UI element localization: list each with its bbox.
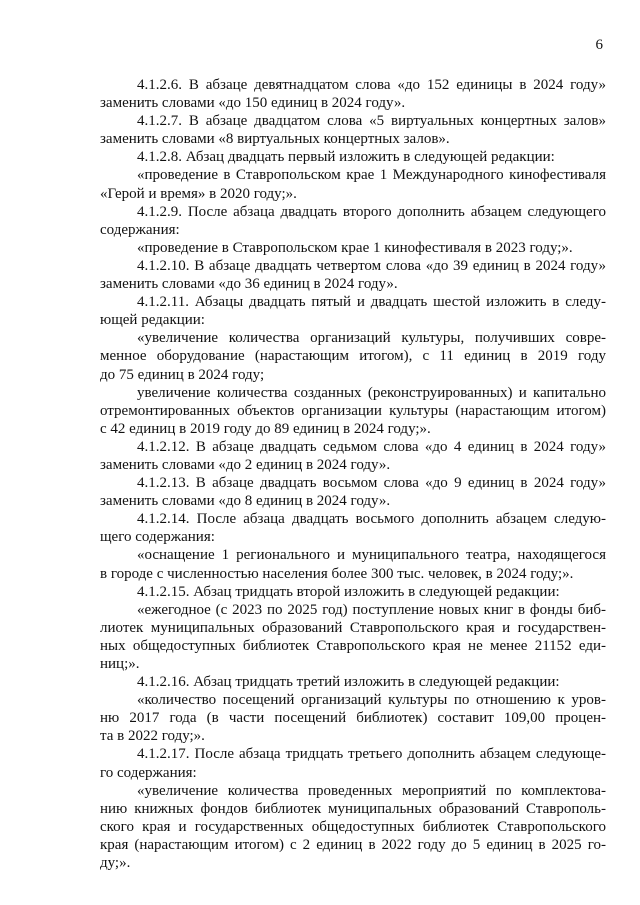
text-line: ющей редакции: — [100, 312, 205, 329]
text-line: «проведение в Ставропольском крае 1 кинофестиваля в 2023 году;». — [137, 239, 573, 256]
text-line: отремонтированных объектов организации культуры (нарастающим итогом) — [100, 402, 606, 419]
text-line: ню 2017 года (в части посещений библиотек) составит 109,00 процен- — [100, 710, 606, 727]
text-line: ду;». — [100, 855, 131, 872]
text-line: «количество посещений организаций культуры по отношению к уров- — [137, 692, 606, 709]
text-line: увеличение количества созданных (реконструированных) и капитально — [137, 384, 606, 401]
text-line: 4.1.2.13. В абзаце двадцать восьмом слова «до 9 единиц в 2024 году» — [137, 475, 606, 492]
text-line: 4.1.2.11. Абзацы двадцать пятый и двадцать шестой изложить в следу- — [137, 294, 606, 311]
text-line: 4.1.2.6. В абзаце девятнадцатом слова «до 152 единицы в 2024 году» — [137, 77, 606, 93]
text-line: заменить словами «до 150 единиц в 2024 году». — [100, 95, 406, 112]
text-line: «увеличение количества проведенных мероприятий по комплектова- — [137, 782, 606, 799]
text-line: ниц;». — [100, 656, 140, 672]
text-line: 4.1.2.16. Абзац тридцать третий изложить в следующей редакции: — [137, 674, 560, 691]
text-line: в городе с численностью населения более 300 тыс. человек, в 2024 году;». — [100, 565, 574, 582]
text-line: 4.1.2.9. После абзаца двадцать второго дополнить абзацем следующего — [137, 203, 606, 220]
text-line: ского края и государственных общедоступных библиотек Ставропольского — [100, 818, 606, 835]
text-line: 4.1.2.15. Абзац тридцать второй изложить в следующей редакции: — [137, 583, 560, 600]
text-line: заменить словами «до 36 единиц в 2024 году». — [100, 276, 398, 293]
text-line: края (нарастающим итогом) с 2 единиц в 2022 году до 5 единиц в 2025 го- — [100, 836, 606, 853]
document-body — [100, 76, 606, 872]
text-line: щего содержания: — [100, 529, 215, 546]
text-line: до 75 единиц в 2024 году; — [100, 366, 265, 383]
text-line: с 42 единиц в 2019 году до 89 единиц в 2024 году;». — [100, 420, 431, 437]
text-line: «ежегодное (с 2023 по 2025 год) поступление новых книг в фонды биб- — [137, 601, 606, 618]
text-line: «проведение в Ставропольском крае 1 Международного кинофестиваля — [137, 167, 606, 184]
text-line: ных общедоступных библиотек Ставропольского края не менее 21152 еди- — [100, 637, 606, 654]
text-line: 4.1.2.8. Абзац двадцать первый изложить в следующей редакции: — [137, 149, 555, 166]
page-number: 6 — [595, 37, 603, 53]
text-line: содержания: — [100, 221, 180, 238]
text-line: 4.1.2.10. В абзаце двадцать четвертом слова «до 39 единиц в 2024 году» — [137, 257, 606, 274]
text-line: 4.1.2.17. После абзаца тридцать третьего дополнить абзацем следующе- — [137, 746, 606, 763]
text-line: «увеличение количества организаций культуры, получивших совре- — [137, 330, 606, 347]
text-line: заменить словами «до 2 единиц в 2024 году». — [100, 456, 391, 473]
text-line: заменить словами «до 8 единиц в 2024 году». — [100, 493, 391, 510]
text-line: го содержания: — [100, 764, 197, 781]
text-line: менное оборудование (нарастающим итогом), с 11 единиц в 2019 году — [100, 348, 606, 365]
text-line: 4.1.2.14. После абзаца двадцать восьмого дополнить абзацем следую- — [137, 511, 606, 528]
text-line: 4.1.2.7. В абзаце двадцатом слова «5 виртуальных концертных залов» — [137, 113, 606, 130]
text-line: лиотек муниципальных образований Ставропольского края и государствен- — [100, 619, 606, 636]
text-line: заменить словами «8 виртуальных концертных залов». — [100, 131, 450, 148]
text-line: нию книжных фондов библиотек муниципальных образований Ставрополь- — [100, 800, 606, 817]
text-line: «Герой и время» в 2020 году;». — [100, 185, 297, 202]
text-line: «оснащение 1 регионального и муниципального театра, находящегося — [137, 547, 606, 564]
text-line: та в 2022 году;». — [100, 728, 205, 745]
text-line: 4.1.2.12. В абзаце двадцать седьмом слова «до 4 единиц в 2024 году» — [137, 438, 606, 455]
